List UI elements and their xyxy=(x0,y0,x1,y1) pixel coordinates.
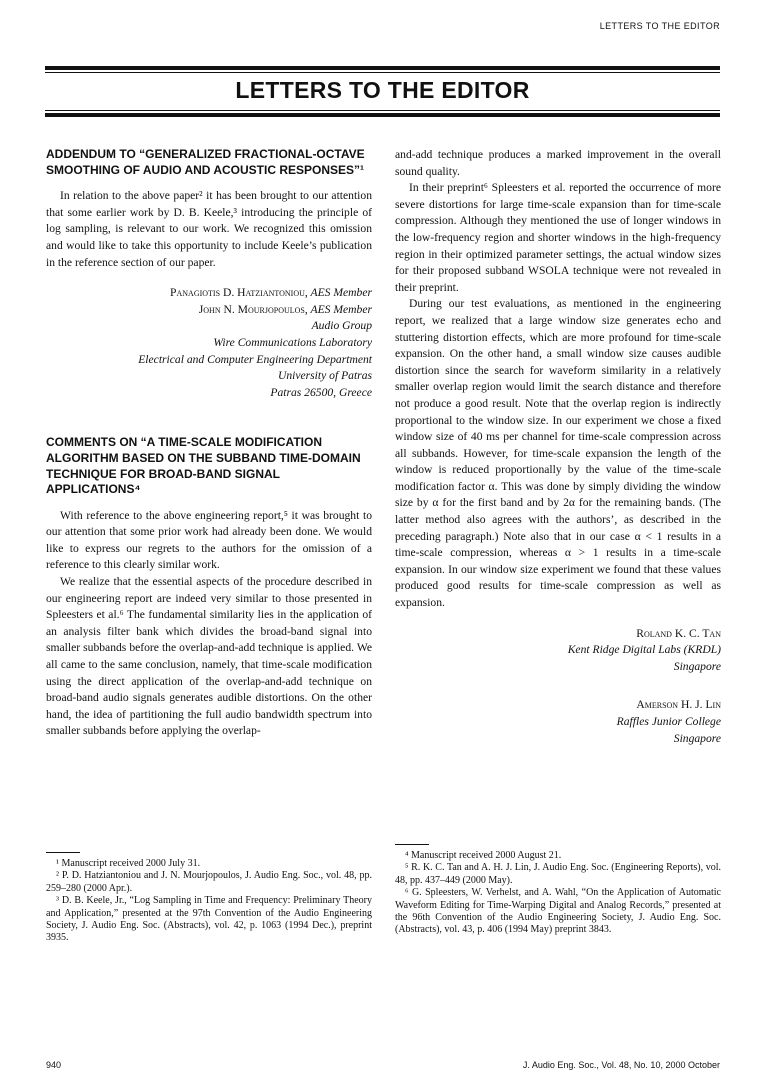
letter2-signature-1 xyxy=(395,626,721,676)
letter1-heading: ADDENDUM TO “GENERALIZED FRACTIONAL-OCTAVE SMOOTHING OF AUDIO AND ACOUSTIC RESPONSES”¹ xyxy=(46,147,365,177)
letter2-paragraph: With reference to the above engineering report,⁵ it was brought to our attention that some prior work had already been done. We would like to express our regrets to the authors for the omission of a reference to this clearly similar work. xyxy=(46,508,372,572)
section-title: LETTERS TO THE EDITOR xyxy=(235,77,530,103)
title-rule-top-thin xyxy=(45,72,720,73)
running-head: LETTERS TO THE EDITOR xyxy=(599,21,720,31)
footnote: ⁶ G. Spleesters, W. Verhelst, and A. Wahl, “On the Application of Automatic Waveform Editing for Time-Warping Digital and Analog Records,” presented at the 96th Convention of the Audio Engineering Society, J. Audio Eng. Soc. (Abstracts), vol. 43, p. 406 (1994 May) preprint 3843. xyxy=(395,887,721,936)
letter2-paragraph: During our test evaluations, as mentioned in the engineering report, we realized that a large window size generates echo and stuttering distortion effects, which are more profound for time-scale expansion. On the other hand, a small window size causes audible distortion since the search for waveform similarity in a relatively smaller overlap region would limit the search distance and therefore not produce a good result. Note that the overlap region is indirectly proportional to the window size. In our experiment we chose a fixed window size of 40 ms per channel for time-scale compression across all subbands. However, for time-scale expansion the length of the window is reduced proportionally by the value of the time-scale modification factor α. This was done by simply dividing the window size by α for the first band and by 2α for the remaining bands. (The latter method also agrees with the authors’, as described in the preceding paragraph.) Note also that in our case α < 1 results in a time-scale compression, whereas α > 1 results in a time-scale expansion. In our window size experiment we found that these values produced good results for time-scale compression as well as expansion. xyxy=(395,297,721,610)
letter2-sig-line: Singapore xyxy=(673,659,721,673)
footnote-rule-right xyxy=(395,844,429,845)
letter2-paragraph: We realize that the essential aspects of the procedure described in our engineering report are indeed very similar to those presented in Spleesters et al.⁶ The fundamental similarity lies in the application of an analysis filter bank which divides the broad-band signal into smaller subbands before the overlap-and-add technique is applied. We all came to the same conclusion, namely, that time-scale modification using the direct application of the overlap-and-add technique on broad-band audio signals generates audible distortions. On the other hand, the idea of partitioning the full audio bandwidth spectrum into smaller subbands before applying the overlap- xyxy=(46,575,372,738)
journal-citation: J. Audio Eng. Soc., Vol. 48, No. 10, 2000 October xyxy=(522,1060,720,1070)
letter1-sig-line: Patras 26500, Greece xyxy=(270,385,372,399)
letter1-sig-line: Electrical and Computer Engineering Department xyxy=(138,352,372,366)
letter1-signature xyxy=(46,285,372,401)
title-rule-top-thick xyxy=(45,66,720,70)
letter1-sig-line: University of Patras xyxy=(277,369,372,383)
letter1-author2-affiliation: AES Member xyxy=(310,302,372,316)
title-rule-bottom-thin xyxy=(45,110,720,111)
letter2-signature-2 xyxy=(395,697,721,747)
footnotes-right xyxy=(395,850,721,937)
footnote-rule-left xyxy=(46,852,80,853)
letter1-sig-line: Wire Communications Laboratory xyxy=(213,335,372,349)
footnote: ⁵ R. K. C. Tan and A. H. J. Lin, J. Audio Eng. Soc. (Engineering Reports), vol. 48, pp. 437–449 (2000 May). xyxy=(395,862,721,886)
letter2-sig-line: Singapore xyxy=(673,731,721,745)
letter2-paragraph-continued: and-add technique produces a marked improvement in the overall sound quality. xyxy=(395,148,721,178)
letter1-body: In relation to the above paper² it has been brought to our attention that some earlier work by D. B. Keele,³ introducing the principle of log sampling, is relevant to our work. We recognized this omission and would like to take this opportunity to include Keele’s publication in the reference section of our paper. xyxy=(46,189,372,269)
right-column xyxy=(395,147,721,747)
letter2-paragraph: In their preprint⁶ Spleesters et al. reported the occurrence of more severe distortions for large time-scale expansion than for time-scale compression. Although they mentioned the use of longer windows in the low-frequency region and shorter windows in the high-frequency region in their optimized parameter settings, the actual window sizes for their proposed subband WSOLA technique were not revealed in their preprint. xyxy=(395,181,721,294)
letter1-author2-name: John N. Mourjopoulos, xyxy=(198,302,308,316)
footnotes-left xyxy=(46,858,372,945)
page-number: 940 xyxy=(46,1060,62,1070)
footnote: ³ D. B. Keele, Jr., “Log Sampling in Time and Frequency: Preliminary Theory and Application,” presented at the 97th Convention of the Audio Engineering Society, J. Audio Eng. Soc. (Abstracts), vol. 42, p. 1063 (1994 Dec.), preprint 3935. xyxy=(46,895,372,944)
title-rule-bottom-thick xyxy=(45,113,720,117)
letter2-sig-line: Kent Ridge Digital Labs (KRDL) xyxy=(567,643,721,657)
letter2-author1-name: Roland K. C. Tan xyxy=(636,626,721,640)
letter2-author2-name: Amerson H. J. Lin xyxy=(636,698,721,712)
letter2-heading: COMMENTS ON “A TIME-SCALE MODIFICATION ALGORITHM BASED ON THE SUBBAND TIME-DOMAIN TECHNIQUE FOR BROAD-BAND SIGNAL APPLICATIONS⁴ xyxy=(46,435,361,497)
footnote: ² P. D. Hatziantoniou and J. N. Mourjopoulos, J. Audio Eng. Soc., vol. 48, pp. 259–280 (2000 Apr.). xyxy=(46,870,372,894)
letter1-sig-line: Audio Group xyxy=(311,319,372,333)
letter2-sig-line: Raffles Junior College xyxy=(616,715,721,728)
footnote: ¹ Manuscript received 2000 July 31. xyxy=(56,858,201,869)
letter1-author1-name: Panagiotis D. Hatziantoniou, xyxy=(170,286,308,300)
left-column xyxy=(46,147,372,740)
letter1-author1-affiliation: AES Member xyxy=(310,286,372,300)
footnote: ⁴ Manuscript received 2000 August 21. xyxy=(405,850,562,861)
